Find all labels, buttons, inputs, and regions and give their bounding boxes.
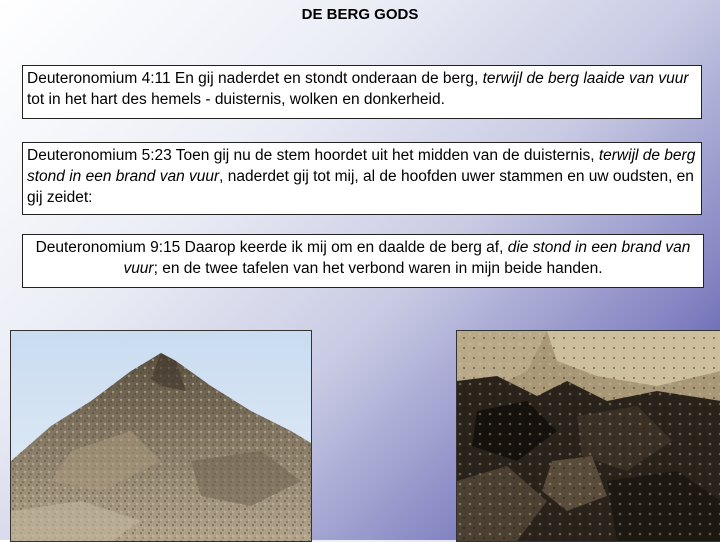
quote-text: ; en de twee tafelen van het verbond waren in mijn beide handen. [153, 260, 603, 277]
quote-text: , naderdet gij tot mij, al de hoofden uwer stammen en uw oudsten, en gij zeidet: [27, 168, 694, 206]
quote-reference: Deuteronomium 4:11 [27, 70, 171, 87]
quote-deut-9-15 [22, 234, 704, 288]
quote-deut-5-23 [22, 142, 702, 215]
quote-deut-4-11 [22, 65, 702, 119]
quote-text: tot in het hart des hemels - duisternis, wolken en donkerheid. [27, 91, 445, 108]
quote-reference: Deuteronomium 9:15 [35, 239, 181, 256]
quote-reference: Deuteronomium 5:23 [27, 147, 172, 164]
quote-text: Toen gij nu de stem hoordet uit het midden van de duisternis, [171, 147, 599, 164]
burnt-rocks-photo [456, 330, 720, 542]
quote-text: Daarop keerde ik mij om en daalde de berg af, [180, 239, 508, 256]
mountain-peak-photo [10, 330, 312, 542]
quote-italic-text: die stond in een brand van vuur [123, 239, 691, 277]
quote-italic-text: terwijl de berg stond in een brand van vuur [27, 147, 696, 185]
quote-text: En gij naderdet en stondt onderaan de berg, [170, 70, 483, 87]
page-title: DE BERG GODS [301, 6, 419, 23]
quote-italic-text: terwijl de berg laaide van vuur [482, 70, 689, 87]
